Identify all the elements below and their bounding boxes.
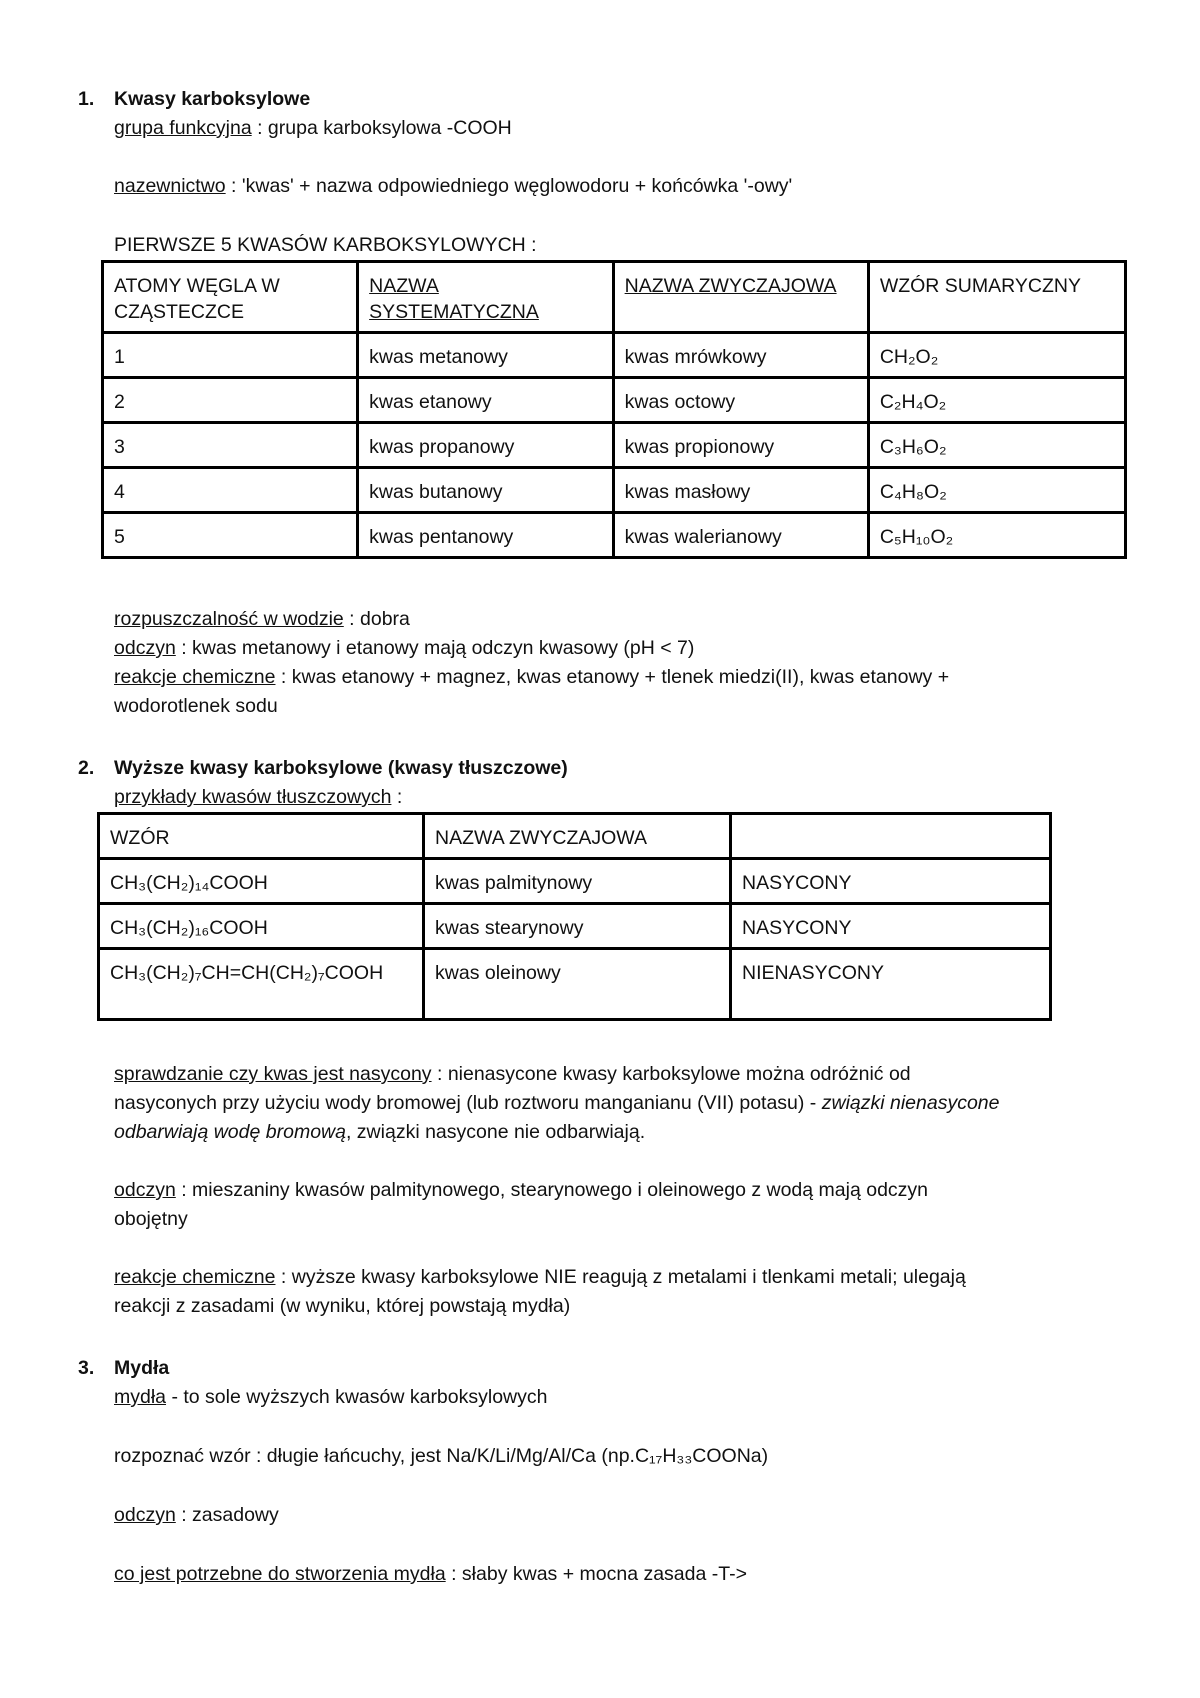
s1-nomenclature-label: nazewnictwo — [114, 175, 226, 197]
section-2-number: 2. — [78, 757, 95, 779]
table-cell: kwas butanowy — [358, 468, 613, 513]
s3-definition — [114, 1386, 547, 1409]
s3-soap-requirements-label: co jest potrzebne do stworzenia mydła — [114, 1563, 446, 1585]
fatty-header-cell: WZÓR — [99, 814, 424, 859]
acids-table-header-row — [103, 262, 1126, 333]
table-row — [99, 859, 1051, 904]
s3-definition-value: - to sole wyższych kwasów karboksylowych — [166, 1386, 548, 1408]
s1-chemical-reactions-value: : kwas etanowy + magnez, kwas etanowy + tlenek miedzi(II), kwas etanowy + — [275, 666, 950, 688]
s2-examples-value: : — [391, 786, 403, 808]
table-row — [103, 378, 1126, 423]
table-cell: 2 — [103, 378, 358, 423]
s2-saturation-text-2: , związki nasycone nie odbarwiają. — [345, 1121, 646, 1143]
s1-chemical-reactions — [114, 666, 949, 689]
table-cell: 4 — [103, 468, 358, 513]
table-cell: kwas etanowy — [358, 378, 613, 423]
s1-nomenclature-value: : 'kwas' + nazwa odpowiedniego węglowodoru + końcówka '-owy' — [225, 175, 793, 197]
s1-solubility — [114, 608, 410, 631]
section-2-title: Wyższe kwasy karboksylowe (kwasy tłuszczowe) — [114, 757, 568, 779]
acids-header-cell: NAZWA SYSTEMATYCZNA — [358, 262, 613, 333]
table-cell: kwas stearynowy — [424, 904, 731, 949]
s2-saturation-test-value: : nienasycone kwasy karboksylowe można odróżnić od — [431, 1063, 911, 1085]
s2-saturation-test-line3 — [114, 1121, 645, 1144]
acids-header-cell: NAZWA ZWYCZAJOWA — [613, 262, 868, 333]
s2-chemical-reactions — [114, 1266, 966, 1289]
s3-reaction-ph-label: odczyn — [114, 1504, 176, 1526]
s2-reaction-ph-label: odczyn — [114, 1179, 176, 1201]
table-cell: kwas metanowy — [358, 333, 613, 378]
table-cell: C₅H₁₀O₂ — [868, 513, 1125, 558]
s2-reaction-ph — [114, 1179, 928, 1202]
table-cell: CH₃(CH₂)₇CH=CH(CH₂)₇COOH — [99, 949, 424, 1020]
fatty-acids-table — [97, 812, 1052, 1021]
s3-reaction-ph-value: : zasadowy — [175, 1504, 279, 1526]
s2-saturation-italic: związki nienasycone — [821, 1092, 1000, 1114]
section-3-heading — [78, 1357, 169, 1380]
table-cell: 3 — [103, 423, 358, 468]
acids-header-cell: ATOMY WĘGLA W CZĄSTECZCE — [103, 262, 358, 333]
s1-chemical-reactions-label: reakcje chemiczne — [114, 666, 276, 688]
table-cell: C₄H₈O₂ — [868, 468, 1125, 513]
table-cell: NASYCONY — [731, 859, 1051, 904]
fatty-table-header-row — [99, 814, 1051, 859]
table-cell: kwas propionowy — [613, 423, 868, 468]
acids-header-cell: WZÓR SUMARYCZNY — [868, 262, 1125, 333]
s1-table-caption: PIERWSZE 5 KWASÓW KARBOKSYLOWYCH : — [114, 234, 537, 256]
s2-reaction-ph-cont: obojętny — [114, 1208, 188, 1230]
s1-solubility-label: rozpuszczalność w wodzie — [114, 608, 344, 630]
s3-soap-requirements-value: : słaby kwas + mocna zasada -T-> — [445, 1563, 747, 1585]
s1-functional-group — [114, 117, 512, 140]
section-3-number: 3. — [78, 1357, 95, 1379]
table-cell: kwas propanowy — [358, 423, 613, 468]
table-row — [103, 333, 1126, 378]
table-row — [103, 423, 1126, 468]
s1-nomenclature — [114, 175, 792, 198]
s1-solubility-value: : dobra — [343, 608, 410, 630]
table-cell: kwas palmitynowy — [424, 859, 731, 904]
table-cell: NIENASYCONY — [731, 949, 1051, 1020]
s2-saturation-italic-2: odbarwiają wodę bromową — [114, 1121, 346, 1143]
table-cell: kwas masłowy — [613, 468, 868, 513]
s1-functional-group-label: grupa funkcyjna — [114, 117, 252, 139]
table-cell: C₂H₄O₂ — [868, 378, 1125, 423]
section-2-heading — [78, 757, 568, 780]
table-row — [103, 513, 1126, 558]
table-cell: CH₃(CH₂)₁₄COOH — [99, 859, 424, 904]
s2-saturation-test — [114, 1063, 911, 1086]
table-cell: kwas oleinowy — [424, 949, 731, 1020]
s1-reaction-ph-label: odczyn — [114, 637, 176, 659]
s2-chemical-reactions-value: : wyższe kwasy karboksylowe NIE reagują z metalami i tlenkami metali; ulegają — [275, 1266, 966, 1288]
section-1-heading — [78, 88, 310, 111]
acids-table — [101, 260, 1127, 559]
table-cell: NASYCONY — [731, 904, 1051, 949]
s3-reaction-ph — [114, 1504, 279, 1527]
table-row — [99, 904, 1051, 949]
section-1-number: 1. — [78, 88, 95, 110]
s2-examples-label: przykłady kwasów tłuszczowych — [114, 786, 392, 808]
s2-saturation-text: nasyconych przy użyciu wody bromowej (lub roztworu manganianu (VII) potasu) - — [114, 1092, 822, 1114]
s3-definition-label: mydła — [114, 1386, 167, 1408]
s2-chemical-reactions-label: reakcje chemiczne — [114, 1266, 276, 1288]
s2-chemical-reactions-cont: reakcji z zasadami (w wyniku, której powstają mydła) — [114, 1295, 571, 1317]
s2-saturation-test-label: sprawdzanie czy kwas jest nasycony — [114, 1063, 432, 1085]
table-cell: kwas pentanowy — [358, 513, 613, 558]
s3-formula-recognition: rozpoznać wzór : długie łańcuchy, jest Na/K/Li/Mg/Al/Ca (np.C₁₇H₃₃COONa) — [114, 1445, 769, 1467]
table-cell: kwas octowy — [613, 378, 868, 423]
fatty-header-cell: NAZWA ZWYCZAJOWA — [424, 814, 731, 859]
s2-reaction-ph-value: : mieszaniny kwasów palmitynowego, stearynowego i oleinowego z wodą mają odczyn — [175, 1179, 929, 1201]
table-cell: C₃H₆O₂ — [868, 423, 1125, 468]
table-row — [99, 949, 1051, 1020]
s3-soap-requirements — [114, 1563, 747, 1586]
table-cell: 1 — [103, 333, 358, 378]
table-cell: CH₂O₂ — [868, 333, 1125, 378]
s2-saturation-test-line2 — [114, 1092, 1000, 1115]
section-1-title: Kwasy karboksylowe — [114, 88, 311, 110]
table-cell: CH₃(CH₂)₁₆COOH — [99, 904, 424, 949]
s1-chemical-reactions-cont: wodorotlenek sodu — [114, 695, 278, 717]
s2-examples — [114, 786, 402, 809]
section-3-title: Mydła — [114, 1357, 170, 1379]
table-row — [103, 468, 1126, 513]
fatty-header-cell — [731, 814, 1051, 859]
table-cell: 5 — [103, 513, 358, 558]
table-cell: kwas mrówkowy — [613, 333, 868, 378]
s1-functional-group-value: : grupa karboksylowa -COOH — [251, 117, 512, 139]
s1-reaction-ph — [114, 637, 694, 660]
table-cell: kwas walerianowy — [613, 513, 868, 558]
s1-reaction-ph-value: : kwas metanowy i etanowy mają odczyn kwasowy (pH < 7) — [175, 637, 695, 659]
